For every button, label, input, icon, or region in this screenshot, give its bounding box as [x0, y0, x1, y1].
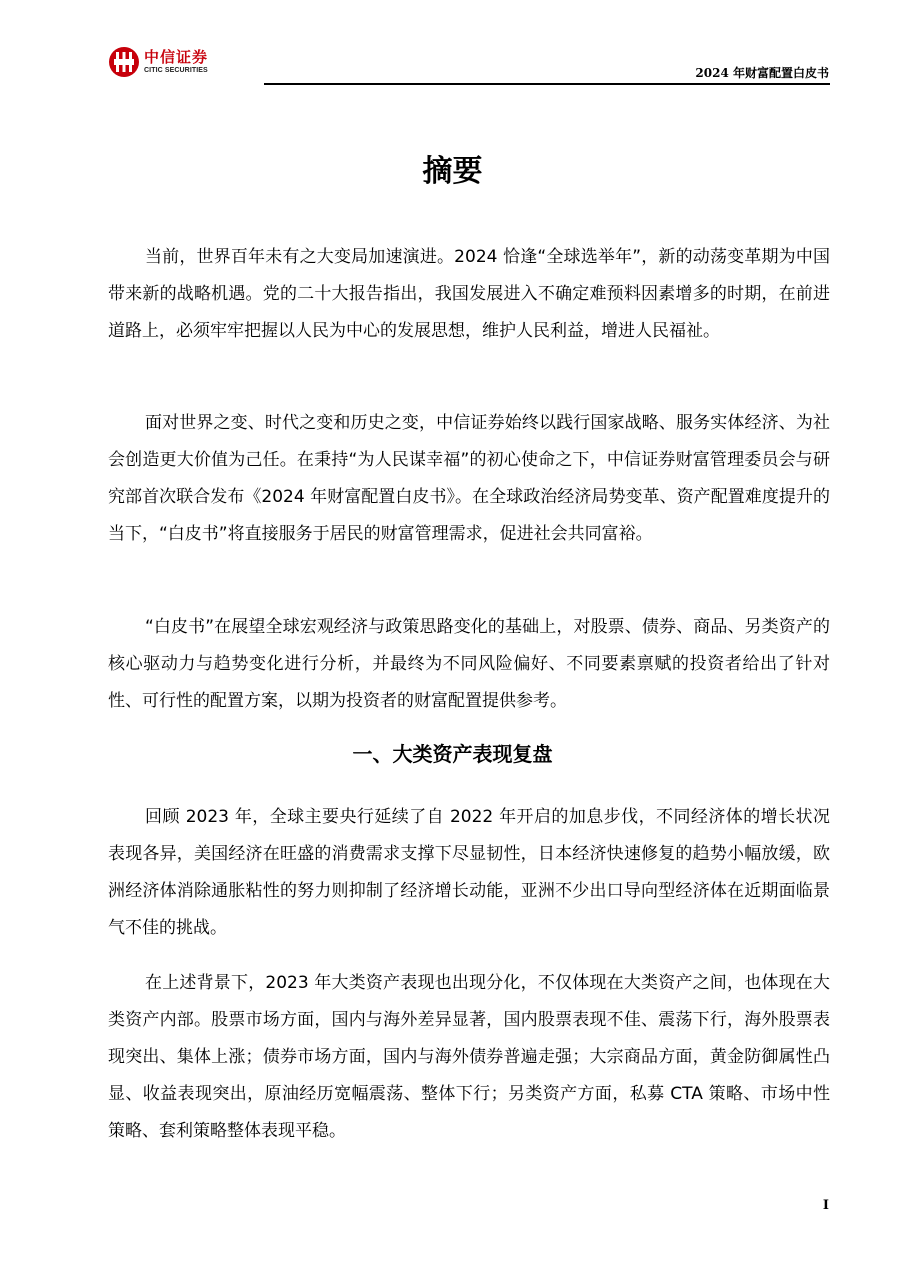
- section-paragraph-2: 在上述背景下，2023 年大类资产表现也出现分化，不仅体现在大类资产之间，也体现在大类资产内部。股票市场方面，国内与海外差异显著，国内股票表现不佳、震荡下行，海外股票表现突出、集体上涨；债券市场方面，国内与海外债券普遍走强；大宗商品方面，黄金防御属性凸显、收益表现突出，原油经历宽幅震荡、整体下行；另类资产方面，私募 CTA 策略、市场中性策略、套利策略整体表现平稳。: [108, 973, 830, 1141]
- page-title: 摘要: [422, 154, 483, 189]
- page-header: [0, 0, 905, 90]
- header-divider: [264, 83, 830, 85]
- document-title: 2024 年财富配置白皮书: [695, 66, 829, 80]
- abstract-paragraph-1: 当前，世界百年未有之大变局加速演进。2024 恰逢“全球选举年”，新的动荡变革期为中国带来新的战略机遇。党的二十大报告指出，我国发展进入不确定难预料因素增多的时期，在前进道路上，必须牢牢把握以人民为中心的发展思想，维护人民利益，增进人民福祉。: [108, 247, 830, 341]
- page-number: I: [822, 1198, 829, 1213]
- logo-english-text: CITIC SECURITIES: [144, 67, 208, 74]
- section-paragraph-1: 回顾 2023 年，全球主要央行延续了自 2022 年开启的加息步伐，不同经济体的增长状况表现各异，美国经济在旺盛的消费需求支撑下尽显韧性，日本经济快速修复的趋势小幅放缓，欧洲经济体消除通胀粘性的努力则抑制了经济增长动能，亚洲不少出口导向型经济体在近期面临景气不佳的挑战。: [108, 807, 830, 938]
- section-heading: 一、大类资产表现复盘: [352, 742, 553, 766]
- abstract-paragraph-2: 面对世界之变、时代之变和历史之变，中信证券始终以践行国家战略、服务实体经济、为社会创造更大价值为己任。在秉持“为人民谋幸福”的初心使命之下，中信证券财富管理委员会与研究部首次联合发布《2024 年财富配置白皮书》。在全球政治经济局势变革、资产配置难度提升的当下，“白皮书”将直接服务于居民的财富管理需求，促进社会共同富裕。: [108, 413, 830, 544]
- abstract-paragraph-3: “白皮书”在展望全球宏观经济与政策思路变化的基础上，对股票、债券、商品、另类资产的核心驱动力与趋势变化进行分析，并最终为不同风险偏好、不同要素禀赋的投资者给出了针对性、可行性的配置方案，以期为投资者的财富配置提供参考。: [108, 617, 830, 711]
- logo-chinese-text: 中信证券: [144, 48, 209, 66]
- citic-logo: [108, 46, 208, 78]
- citic-logo-icon: [108, 46, 140, 78]
